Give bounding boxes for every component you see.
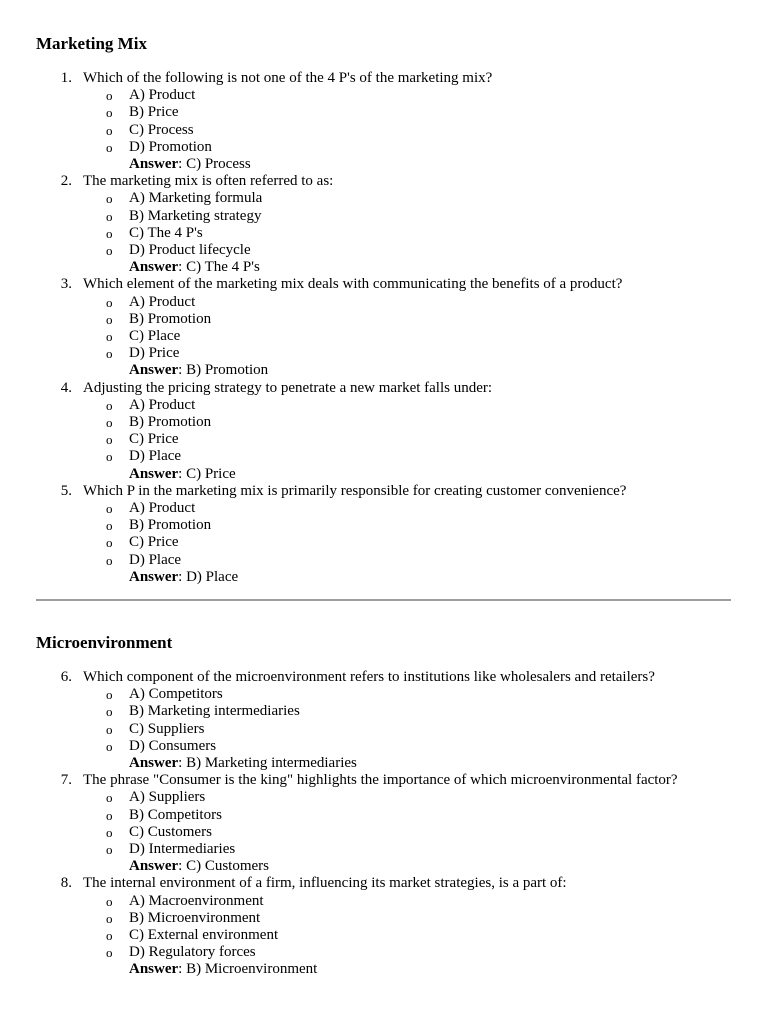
answer-line: [83, 961, 678, 978]
option-item: [83, 927, 678, 944]
option-text: B) Marketing intermediaries: [129, 703, 300, 720]
hollow-bullet-icon: o: [106, 704, 113, 720]
option-item: [83, 893, 678, 910]
option-item: [83, 190, 626, 207]
answer-label: Answer: [129, 858, 179, 875]
option-text: A) Product: [129, 293, 196, 310]
option-text: B) Promotion: [129, 310, 212, 327]
section-divider: [36, 599, 731, 601]
hollow-bullet-icon: o: [106, 449, 113, 465]
question-list-marketing-mix: [0, 70, 626, 586]
option-item: [83, 294, 626, 311]
question-text: Which P in the marketing mix is primarily responsible for creating customer convenience?: [83, 482, 627, 499]
option-text: A) Suppliers: [129, 789, 206, 806]
answer-value: C) Process: [186, 156, 251, 173]
answer-value: B) Microenvironment: [186, 961, 318, 978]
option-text: D) Promotion: [129, 138, 212, 155]
option-list: [83, 686, 678, 755]
hollow-bullet-icon: o: [106, 397, 113, 413]
option-text: A) Competitors: [129, 686, 223, 703]
option-item: [83, 944, 678, 961]
question-number: 5.: [60, 482, 72, 499]
question-item: [0, 380, 626, 483]
hollow-bullet-icon: o: [106, 842, 113, 858]
hollow-bullet-icon: o: [106, 790, 113, 806]
option-text: D) Consumers: [129, 737, 217, 754]
option-item: [83, 431, 626, 448]
option-item: [83, 721, 678, 738]
answer-line: [83, 755, 678, 772]
option-list: [83, 294, 626, 363]
answer-line: [83, 466, 626, 483]
hollow-bullet-icon: o: [106, 88, 113, 104]
option-text: C) Process: [129, 121, 194, 138]
option-item: [83, 328, 626, 345]
option-item: [83, 208, 626, 225]
answer-label: Answer: [129, 465, 179, 482]
option-text: D) Price: [129, 345, 180, 362]
option-text: C) Price: [129, 534, 179, 551]
question-item: [0, 772, 678, 875]
answer-separator: :: [178, 858, 187, 875]
answer-separator: :: [178, 465, 187, 482]
section-heading-microenvironment: Microenvironment: [36, 633, 173, 652]
option-item: [83, 738, 678, 755]
option-text: B) Marketing strategy: [129, 207, 262, 224]
option-item: [83, 703, 678, 720]
hollow-bullet-icon: o: [106, 687, 113, 703]
hollow-bullet-icon: o: [106, 243, 113, 259]
option-text: C) Price: [129, 431, 179, 448]
option-text: C) Suppliers: [129, 720, 205, 737]
option-text: C) Place: [129, 328, 181, 345]
option-item: [83, 311, 626, 328]
option-item: [83, 841, 678, 858]
option-item: [83, 104, 626, 121]
hollow-bullet-icon: o: [106, 105, 113, 121]
option-item: [83, 242, 626, 259]
question-item: [0, 173, 626, 276]
option-item: [83, 225, 626, 242]
hollow-bullet-icon: o: [106, 329, 113, 345]
question-item: [0, 669, 678, 772]
option-item: [83, 686, 678, 703]
option-item: [83, 552, 626, 569]
option-text: B) Price: [129, 104, 179, 121]
hollow-bullet-icon: o: [106, 346, 113, 362]
option-text: A) Marketing formula: [129, 190, 263, 207]
answer-separator: :: [178, 156, 187, 173]
option-text: A) Macroenvironment: [129, 892, 264, 909]
answer-value: C) Price: [186, 465, 236, 482]
option-text: B) Promotion: [129, 414, 212, 431]
option-list: [83, 397, 626, 466]
question-text: Which of the following is not one of the 4 P's of the marketing mix?: [83, 70, 493, 86]
option-text: D) Product lifecycle: [129, 242, 251, 259]
hollow-bullet-icon: o: [106, 552, 113, 568]
hollow-bullet-icon: o: [106, 945, 113, 961]
answer-value: C) The 4 P's: [186, 259, 260, 276]
answer-separator: :: [178, 259, 187, 276]
section-heading-marketing-mix: Marketing Mix: [36, 34, 147, 53]
option-text: D) Intermediaries: [129, 841, 236, 858]
hollow-bullet-icon: o: [106, 432, 113, 448]
answer-separator: :: [178, 961, 187, 978]
hollow-bullet-icon: o: [106, 893, 113, 909]
answer-label: Answer: [129, 755, 179, 772]
hollow-bullet-icon: o: [106, 518, 113, 534]
question-text: Which element of the marketing mix deals with communicating the benefits of a product?: [83, 276, 623, 293]
question-text: The marketing mix is often referred to as:: [83, 173, 334, 190]
hollow-bullet-icon: o: [106, 415, 113, 431]
hollow-bullet-icon: o: [106, 294, 113, 310]
option-text: C) External environment: [129, 927, 279, 944]
answer-label: Answer: [129, 362, 179, 379]
question-text: The internal environment of a firm, influencing its market strategies, is a part of:: [83, 875, 567, 892]
hollow-bullet-icon: o: [106, 807, 113, 823]
answer-separator: :: [178, 568, 187, 585]
option-text: B) Competitors: [129, 806, 222, 823]
hollow-bullet-icon: o: [106, 122, 113, 138]
option-list: [83, 87, 626, 156]
option-text: D) Place: [129, 448, 182, 465]
hollow-bullet-icon: o: [106, 139, 113, 155]
hollow-bullet-icon: o: [106, 191, 113, 207]
question-number: 8.: [60, 875, 72, 892]
question-list-microenvironment: [0, 669, 678, 979]
answer-label: Answer: [129, 259, 179, 276]
answer-value: B) Marketing intermediaries: [186, 755, 357, 772]
question-number: 4.: [60, 379, 72, 396]
option-text: C) The 4 P's: [129, 224, 203, 241]
hollow-bullet-icon: o: [106, 311, 113, 327]
question-text: Which component of the microenvironment refers to institutions like wholesalers and retailers?: [83, 669, 655, 685]
hollow-bullet-icon: o: [106, 738, 113, 754]
question-text: Adjusting the pricing strategy to penetrate a new market falls under:: [83, 379, 493, 396]
option-item: [83, 807, 678, 824]
question-number: 1.: [60, 70, 72, 86]
option-text: B) Microenvironment: [129, 909, 261, 926]
option-item: [83, 397, 626, 414]
answer-label: Answer: [129, 156, 179, 173]
question-number: 7.: [60, 772, 72, 789]
option-item: [83, 87, 626, 104]
option-text: B) Promotion: [129, 517, 212, 534]
answer-label: Answer: [129, 568, 179, 585]
hollow-bullet-icon: o: [106, 535, 113, 551]
option-item: [83, 824, 678, 841]
option-item: [83, 139, 626, 156]
answer-value: D) Place: [186, 568, 239, 585]
option-list: [83, 789, 678, 858]
option-text: D) Regulatory forces: [129, 944, 256, 961]
option-item: [83, 910, 678, 927]
hollow-bullet-icon: o: [106, 824, 113, 840]
answer-value: C) Customers: [186, 858, 270, 875]
hollow-bullet-icon: o: [106, 208, 113, 224]
answer-separator: :: [178, 362, 187, 379]
answer-line: [83, 362, 626, 379]
option-list: [83, 893, 678, 962]
answer-line: [83, 156, 626, 173]
option-item: [83, 448, 626, 465]
hollow-bullet-icon: o: [106, 501, 113, 517]
question-item: [0, 875, 678, 978]
option-text: D) Place: [129, 551, 182, 568]
answer-label: Answer: [129, 961, 179, 978]
option-item: [83, 500, 626, 517]
hollow-bullet-icon: o: [106, 721, 113, 737]
question-item: [0, 70, 626, 173]
answer-line: [83, 569, 626, 586]
option-item: [83, 534, 626, 551]
option-item: [83, 517, 626, 534]
question-number: 3.: [60, 276, 72, 293]
option-text: A) Product: [129, 500, 196, 517]
option-list: [83, 190, 626, 259]
answer-line: [83, 858, 678, 875]
option-text: A) Product: [129, 87, 196, 104]
answer-line: [83, 259, 626, 276]
answer-separator: :: [178, 755, 187, 772]
hollow-bullet-icon: o: [106, 225, 113, 241]
question-number: 6.: [60, 669, 72, 685]
question-number: 2.: [60, 173, 72, 190]
option-item: [83, 122, 626, 139]
question-text: The phrase "Consumer is the king" highlights the importance of which microenvironmental factor?: [83, 772, 678, 789]
option-item: [83, 345, 626, 362]
answer-value: B) Promotion: [186, 362, 269, 379]
hollow-bullet-icon: o: [106, 928, 113, 944]
option-item: [83, 414, 626, 431]
hollow-bullet-icon: o: [106, 910, 113, 926]
option-text: A) Product: [129, 396, 196, 413]
option-item: [83, 789, 678, 806]
option-text: C) Customers: [129, 823, 212, 840]
question-item: [0, 276, 626, 379]
question-item: [0, 483, 626, 586]
option-list: [83, 500, 626, 569]
